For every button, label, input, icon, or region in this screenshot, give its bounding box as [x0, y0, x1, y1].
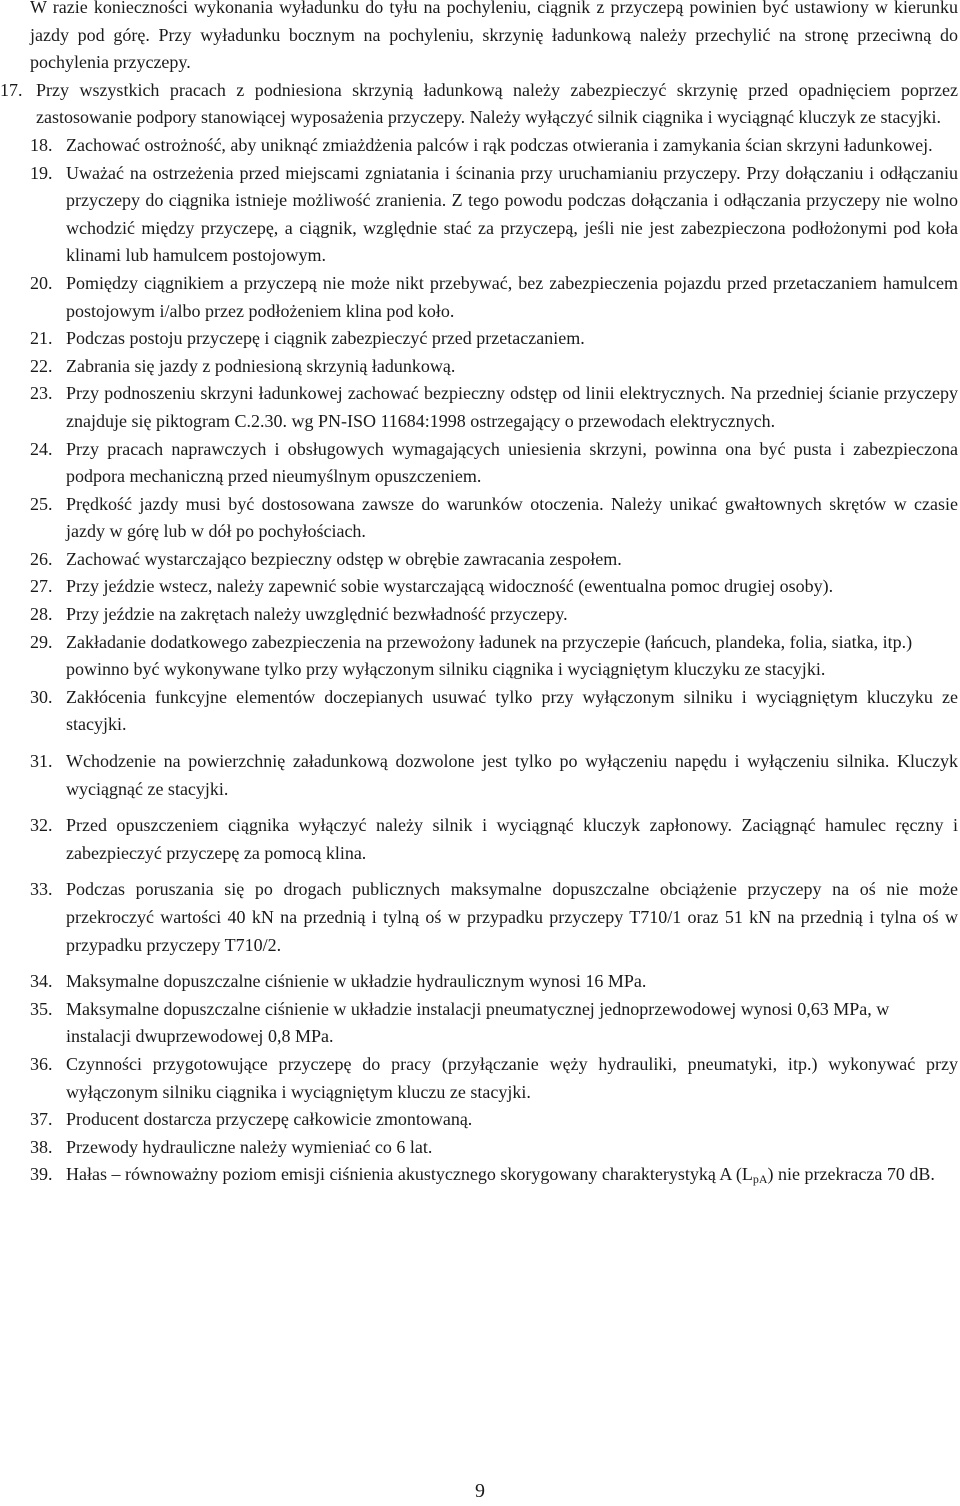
list-item-34 — [30, 968, 958, 996]
list-item-21 — [30, 325, 958, 353]
item-number: 36. — [30, 1053, 53, 1074]
item-text-after: ) nie przekracza 70 dB. — [767, 1164, 935, 1185]
item-text-before: Hałas – równoważny poziom emisji ciśnienia akustycznego skorygowany charakterystyką A (L — [66, 1164, 753, 1185]
item-number: 37. — [30, 1109, 53, 1130]
item-number: 21. — [30, 328, 53, 349]
item-number: 31. — [30, 751, 53, 772]
item-text: Zakładanie dodatkowego zabezpieczenia na przewożony ładunek na przyczepie (łańcuch, plandeka, folia, siatka, itp.) powinno być wykonywane tylko przy wyłączonym silniku ciągnika i wyciągniętym kluczyku ze stacyjki. — [66, 631, 913, 680]
item-number: 26. — [30, 548, 53, 569]
page-number: 9 — [475, 1480, 485, 1502]
list-item-24 — [30, 436, 958, 491]
list-item-27 — [30, 573, 958, 601]
list-item-37 — [30, 1106, 958, 1134]
item-text: Przy podnoszeniu skrzyni ładunkowej zachować bezpieczny odstęp od linii elektrycznych. Na przedniej ścianie przyczepy znajduje się piktogram C.2.30. wg PN-ISO 11684:1998 ostrzegający o przewodach elektrycznych. — [66, 383, 958, 431]
list-item-23 — [30, 380, 958, 435]
list-item-39 — [30, 1161, 958, 1189]
item-number: 23. — [30, 383, 53, 404]
list-item-36 — [30, 1051, 958, 1106]
item-number: 24. — [30, 438, 53, 459]
item-number: 27. — [30, 576, 53, 597]
item-text: Przy jeździe na zakrętach należy uwzględnić bezwładność przyczepy. — [66, 604, 568, 625]
list-item-20 — [30, 270, 958, 325]
list-item-30 — [30, 684, 958, 739]
list-item-17 — [0, 77, 958, 132]
item-number: 20. — [30, 272, 53, 293]
item-text: Wchodzenie na powierzchnię załadunkową dozwolone jest tylko po wyłączeniu napędu i wyłączeniu silnika. Kluczyk wyciągnąć ze stacyjki. — [66, 751, 958, 799]
item-number: 25. — [30, 493, 53, 514]
list-item-25 — [30, 491, 958, 546]
item-number: 22. — [30, 355, 53, 376]
list-item-35 — [30, 996, 958, 1051]
item-text: Maksymalne dopuszczalne ciśnienie w układzie hydraulicznym wynosi 16 MPa. — [66, 971, 647, 992]
list-item-31 — [30, 748, 958, 803]
item-number: 38. — [30, 1136, 53, 1157]
item-text-subscript: pA — [752, 1172, 768, 1187]
item-text: Przy jeździe wstecz, należy zapewnić sobie wystarczającą widoczność (ewentualna pomoc drugiej osoby). — [66, 576, 834, 597]
item-text: Podczas postoju przyczepę i ciągnik zabezpieczyć przed przetaczaniem. — [66, 328, 585, 349]
list-item-29 — [30, 629, 958, 684]
list-item-19 — [30, 160, 958, 270]
item-text: Zabrania się jazdy z podniesioną skrzynią ładunkową. — [66, 355, 456, 376]
list-item-22 — [30, 353, 958, 381]
item-number: 18. — [30, 134, 53, 155]
item-text: Przewody hydrauliczne należy wymieniać co 6 lat. — [66, 1136, 433, 1157]
item-number: 19. — [30, 162, 53, 183]
item-text: Czynności przygotowujące przyczepę do pracy (przyłączanie węży hydrauliki, pneumatyki, itp.) wykonywać przy wyłączonym silniku ciągnika i wyciągniętym kluczu ze stacyjki. — [66, 1053, 958, 1102]
item-number: 30. — [30, 686, 53, 707]
item-text: Pomiędzy ciągnikiem a przyczepą nie może nikt przebywać, bez zabezpieczenia pojazdu przed przetaczaniem hamulcem postojowym i/albo przez podłożeniem klina pod koło. — [66, 272, 958, 321]
item-number: 39. — [30, 1164, 53, 1185]
item-text: Prędkość jazdy musi być dostosowana zawsze do warunków otoczenia. Należy unikać gwałtownych skrętów w czasie jazdy w górę lub w dół po pochyłościach. — [66, 493, 958, 542]
list-item-26 — [30, 546, 958, 574]
item-number: 35. — [30, 998, 53, 1019]
item-text: Maksymalne dopuszczalne ciśnienie w układzie instalacji pneumatycznej jednoprzewodowej wynosi 0,63 MPa, w instalacji dwuprzewodowej 0,8 MPa. — [66, 998, 890, 1047]
list-item-32 — [30, 812, 958, 867]
item-number: 32. — [30, 815, 53, 836]
item-text: Zakłócenia funkcyjne elementów doczepianych usuwać tylko przy wyłączonym silniku i wyciągniętym kluczyku ze stacyjki. — [66, 686, 958, 735]
item-text: Zachować ostrożność, aby uniknąć zmiażdżenia palców i rąk podczas otwierania i zamykania ścian skrzyni ładunkowej. — [66, 134, 933, 155]
item-text: Uważać na ostrzeżenia przed miejscami zgniatania i ścinania przy uruchamianiu przyczepy. Przy dołączaniu i odłączaniu przyczepy do ciągnika istnieje możliwość zranienia. Z tego powodu podczas dołączania i odłączania przyczepy nie wolno wchodzić między przyczepę, a ciągnik, względnie stać za przyczepą, jeśli nie jest zabezpieczona podłożonymi pod koła klinami lub hamulcem postojowym. — [66, 162, 958, 266]
item-number: 29. — [30, 631, 53, 652]
item-text: Przy pracach naprawczych i obsługowych wymagających uniesienia skrzyni, powinna ona być pusta i zabezpieczona podpora mechaniczną przed nieumyślnym opuszczeniem. — [66, 438, 958, 487]
item-text: Podczas poruszania się po drogach publicznych maksymalne dopuszczalne obciążenie przyczepy na oś nie może przekroczyć wartości 40 kN na przednią i tylną oś w przypadku przyczepy T710/1 oraz 51 kN na przednią i tylna oś w przypadku przyczepy T710/2. — [66, 879, 958, 955]
list-item-38 — [30, 1134, 958, 1162]
item-text: Producent dostarcza przyczepę całkowicie zmontowaną. — [66, 1109, 473, 1130]
item-number: 17. — [0, 79, 23, 100]
list-item-18 — [30, 132, 958, 160]
item-number: 28. — [30, 604, 53, 625]
item-text: Przed opuszczeniem ciągnika wyłączyć należy silnik i wyciągnąć kluczyk zapłonowy. Zaciągnąć hamulec ręczny i zabezpieczyć przyczepę za pomocą klina. — [66, 815, 958, 863]
item-number: 33. — [30, 879, 53, 900]
item-text: Przy wszystkich pracach z podniesiona skrzynią ładunkową należy zabezpieczyć skrzynię przed opadnięciem poprzez zastosowanie podpory stanowiącej wyposażenia przyczepy. Należy wyłączyć silnik ciągnika i wyciągnąć kluczyk ze stacyjki. — [36, 79, 958, 128]
item-number: 34. — [30, 971, 53, 992]
list-item-28 — [30, 601, 958, 629]
intro-paragraph: W razie konieczności wykonania wyładunku do tyłu na pochyleniu, ciągnik z przyczepą powinien być ustawiony w kierunku jazdy pod górę. Przy wyładunku bocznym na pochyleniu, skrzynię ładunkową należy przechylić na stronę przeciwną do pochylenia przyczepy. — [30, 0, 958, 73]
item-text: Zachować wystarczająco bezpieczny odstęp w obrębie zawracania zespołem. — [66, 548, 622, 569]
list-item-33 — [30, 876, 958, 959]
